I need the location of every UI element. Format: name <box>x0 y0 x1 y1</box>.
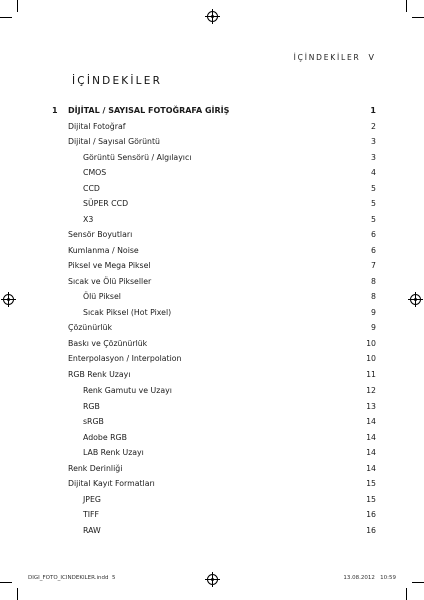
toc-entry-title: Sıcak ve Ölü Pikseller <box>68 276 152 286</box>
toc-entry-title: Dijital Fotoğraf <box>68 121 126 131</box>
toc-entry[interactable] <box>52 508 376 522</box>
toc-entry-page: 16 <box>366 510 376 519</box>
running-head <box>294 53 374 62</box>
toc-entry-title: SÜPER CCD <box>83 199 129 208</box>
toc-entry-title: Baskı ve Çözünürlük <box>68 338 148 348</box>
running-head-title: İÇİNDEKİLER <box>293 53 361 62</box>
toc-entry-page: 14 <box>366 463 376 473</box>
slug-date: 13.08.2012 <box>343 575 375 581</box>
toc-entry-page: 4 <box>371 168 376 177</box>
toc-entry-page: 6 <box>371 230 376 239</box>
toc-entry-title: LAB Renk Uzayı <box>83 448 144 457</box>
registration-mark-icon <box>3 294 14 305</box>
toc-entry[interactable] <box>52 151 376 165</box>
toc-entry-page: 9 <box>371 307 376 317</box>
toc-entry-title: Enterpolasyon / Interpolation <box>68 354 182 363</box>
toc-entry[interactable] <box>52 384 376 398</box>
crop-mark <box>406 588 407 600</box>
toc-entry-page: 16 <box>366 525 376 535</box>
toc-entry-page: 3 <box>371 137 376 146</box>
toc-entry[interactable] <box>52 166 376 180</box>
toc-entry-title: Renk Derinliği <box>68 463 123 473</box>
toc-entry-page: 8 <box>371 276 376 286</box>
slug-time: 10:59 <box>380 575 396 581</box>
toc-entry[interactable] <box>52 259 376 273</box>
running-head-page-numeral: V <box>368 53 374 62</box>
toc-entry[interactable] <box>52 493 376 507</box>
slug-filename <box>28 575 115 581</box>
toc-entry[interactable] <box>52 244 376 258</box>
toc-entry-title: Piksel ve Mega Piksel <box>68 261 151 270</box>
toc-entry[interactable] <box>52 446 376 460</box>
toc-entry-page: 10 <box>366 338 376 348</box>
toc-entry[interactable] <box>52 182 376 196</box>
toc-entry-page: 12 <box>366 386 376 395</box>
crop-mark <box>0 582 12 583</box>
toc-entry[interactable] <box>52 415 376 429</box>
toc-entry-page: 15 <box>366 494 376 504</box>
toc-entry-title: Kumlanma / Noise <box>68 245 139 255</box>
toc-entry-title: Görüntü Sensörü / Algılayıcı <box>83 152 192 162</box>
toc-entry-title: Çözünürlük <box>68 323 112 332</box>
chapter-title: DİJİTAL / SAYISAL FOTOĞRAFA GİRİŞ <box>68 106 230 115</box>
crop-mark <box>412 17 424 18</box>
page-title: İÇİNDEKİLER <box>72 75 163 87</box>
toc-entry-page: 5 <box>371 214 376 224</box>
toc-entry-page: 8 <box>371 292 376 301</box>
toc-entry-page: 14 <box>366 417 376 426</box>
toc-entry[interactable] <box>52 306 376 320</box>
toc-entry[interactable] <box>52 477 376 491</box>
toc-entry-title: Ölü Piksel <box>83 292 121 301</box>
toc-entry-title: TIFF <box>83 510 100 519</box>
toc-entry[interactable] <box>52 275 376 289</box>
toc-entry-page: 15 <box>366 479 376 488</box>
toc-entry-title: Sıcak Piksel (Hot Pixel) <box>83 307 172 317</box>
crop-mark <box>412 582 424 583</box>
toc-entry[interactable] <box>52 120 376 134</box>
chapter-number: 1 <box>52 106 58 115</box>
toc-entry-page: 11 <box>366 369 376 379</box>
toc-entry-page: 5 <box>371 199 376 208</box>
slug-filename-text: DIGI_FOTO_ICINDEKILER.indd <box>28 575 109 581</box>
crop-mark <box>406 0 407 12</box>
crop-mark <box>17 588 18 600</box>
toc-entry-page: 6 <box>371 245 376 255</box>
toc-entry[interactable] <box>52 321 376 335</box>
toc-chapter-row[interactable] <box>52 104 376 118</box>
registration-mark-icon <box>410 294 421 305</box>
toc-entry-title: Renk Gamutu ve Uzayı <box>83 386 172 395</box>
toc-entry-title: Sensör Boyutları <box>68 230 133 239</box>
crop-mark <box>0 17 12 18</box>
toc-entry-title: Dijital / Sayısal Görüntü <box>68 137 160 146</box>
registration-mark-icon <box>207 11 218 22</box>
registration-mark-icon <box>207 574 218 585</box>
toc-entry-title: RGB Renk Uzayı <box>68 369 131 379</box>
toc-entry-page: 13 <box>366 401 376 411</box>
toc-entry[interactable] <box>52 400 376 414</box>
toc-entry-page: 10 <box>366 354 376 363</box>
toc-entry[interactable] <box>52 290 376 304</box>
toc-entry-title: RAW <box>83 525 101 535</box>
toc-entry-page: 7 <box>371 261 376 270</box>
toc-entry-page: 14 <box>366 432 376 442</box>
toc-entry[interactable] <box>52 524 376 538</box>
toc-entry[interactable] <box>52 337 376 351</box>
toc-entry[interactable] <box>52 135 376 149</box>
toc-entry[interactable] <box>52 197 376 211</box>
slug-timestamp <box>343 575 396 581</box>
toc-entry[interactable] <box>52 228 376 242</box>
toc-entry[interactable] <box>52 368 376 382</box>
toc-entry[interactable] <box>52 462 376 476</box>
toc-entry[interactable] <box>52 213 376 227</box>
toc-entry[interactable] <box>52 431 376 445</box>
slug-page: 5 <box>111 575 116 581</box>
toc-entry-title: sRGB <box>83 417 104 426</box>
chapter-page: 1 <box>370 106 376 115</box>
toc-entry-page: 9 <box>371 323 376 332</box>
toc-entry-title: Dijital Kayıt Formatları <box>68 479 155 488</box>
toc-entry[interactable] <box>52 352 376 366</box>
toc-entry-page: 5 <box>371 183 376 193</box>
toc-entry-title: X3 <box>83 214 94 224</box>
toc-entry-page: 14 <box>366 448 376 457</box>
toc-entry-page: 3 <box>371 152 376 162</box>
toc-entry-title: CMOS <box>83 168 107 177</box>
crop-mark <box>17 0 18 12</box>
toc-entry-title: JPEG <box>83 494 101 504</box>
toc-entry-page: 2 <box>371 121 376 131</box>
toc-entry-title: CCD <box>83 183 100 193</box>
toc-entry-title: RGB <box>83 401 100 411</box>
toc-entry-title: Adobe RGB <box>83 432 127 442</box>
